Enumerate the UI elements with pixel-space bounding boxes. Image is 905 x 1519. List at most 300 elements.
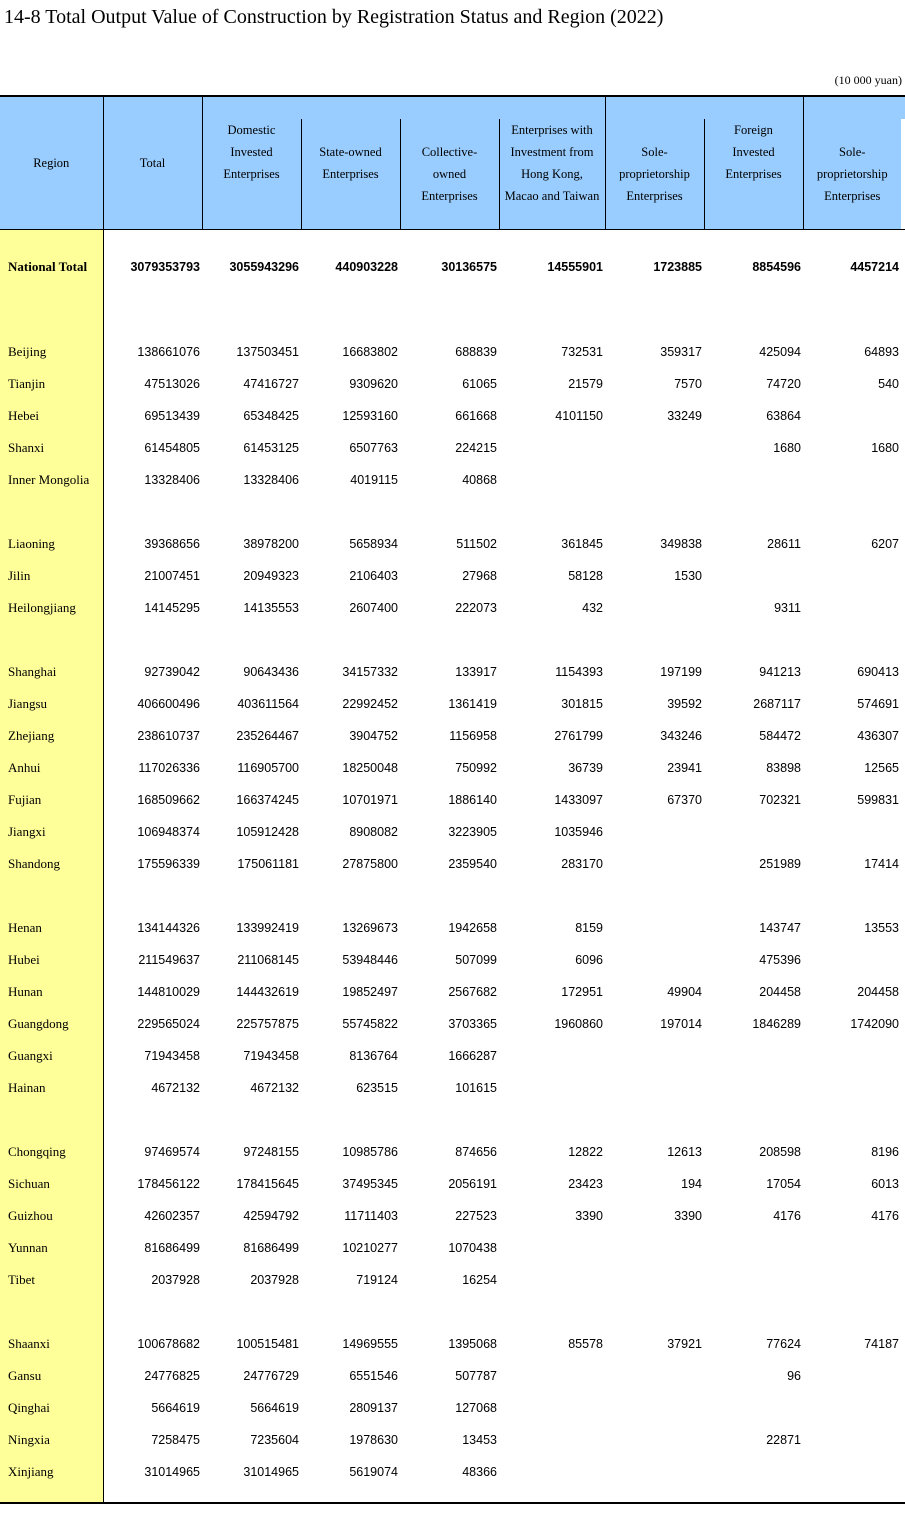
value-cell: 172951 [561,985,603,999]
value-cell: 4672132 [250,1081,299,1095]
region-name-cell: Hubei [0,944,103,976]
spacer-cell [400,304,499,336]
value-cell: 204458 [759,985,801,999]
value-cell: 204458 [857,985,899,999]
spacer-cell [301,880,400,912]
region-name-cell: Chongqing [0,1136,103,1168]
table-row [0,1424,905,1456]
spacer-cell [605,880,704,912]
value-cell: 63864 [766,409,801,423]
value-cell [803,1360,901,1392]
value-cell: 229565024 [137,1017,200,1031]
value-cell: 38978200 [243,537,299,551]
value-cell: 133917 [455,665,497,679]
value-cell: 251989 [759,857,801,871]
value-cell: 22992452 [342,697,398,711]
region-name-cell: Heilongjiang [0,592,103,624]
region-name-cell: Inner Mongolia [0,464,103,496]
value-cell [605,848,704,880]
page-title: 14-8 Total Output Value of Construction by Registration Status and Region (2022) [4,6,664,28]
header-collective-line-1: Collective- [421,145,478,159]
spacer-cell [0,1296,103,1328]
value-cell: 5658934 [349,537,398,551]
value-cell: 134144326 [137,921,200,935]
spacer-cell [704,1488,803,1503]
value-cell: 16683802 [342,345,398,359]
table-row [0,1392,905,1424]
value-cell: 690413 [857,665,899,679]
spacer-cell [301,304,400,336]
value-cell: 1723885 [653,260,702,274]
value-cell: 17054 [766,1177,801,1191]
value-cell: 1154393 [555,665,603,679]
value-cell: 194 [681,1177,702,1191]
value-cell: 34157332 [342,665,398,679]
header-group-hk-spacer [605,96,803,119]
value-cell: 116905700 [237,761,299,775]
value-cell: 224215 [455,441,497,455]
table-row [0,336,905,368]
value-cell: 83898 [766,761,801,775]
header-hk-sole-line-1: Sole- [641,145,668,159]
value-cell: 13269673 [342,921,398,935]
value-cell [803,1456,901,1488]
value-cell: 97469574 [144,1145,200,1159]
value-cell: 440903228 [335,260,398,274]
value-cell [605,1456,704,1488]
value-cell: 81686499 [243,1241,299,1255]
value-cell: 1978630 [349,1433,398,1447]
spacer-cell [103,880,202,912]
value-cell: 222073 [455,601,497,615]
value-cell: 105912428 [236,825,299,839]
value-cell [499,1232,605,1264]
header-state-owned-line-1: State-owned [319,145,382,159]
region-name-cell: Shandong [0,848,103,880]
spacer-cell [202,304,301,336]
value-cell: 197014 [660,1017,702,1031]
table-row [0,1360,905,1392]
table-row [0,1264,905,1296]
value-cell: 3079353793 [130,260,200,274]
value-cell: 403611564 [237,697,299,711]
value-cell: 719124 [356,1273,398,1287]
statistics-table [0,95,905,1504]
value-cell: 3390 [674,1209,702,1223]
value-cell: 144810029 [137,985,200,999]
table-row [0,368,905,400]
table-row [0,1008,905,1040]
value-cell: 283170 [561,857,603,871]
statistics-table-container [0,95,905,1504]
value-cell: 5619074 [349,1465,398,1479]
value-cell: 1942658 [448,921,497,935]
value-cell: 49904 [667,985,702,999]
table-row [0,848,905,880]
value-cell: 22871 [766,1433,801,1447]
header-foreign-sole-line-2: proprietorship [816,167,888,181]
value-cell: 2761799 [554,729,603,743]
spacer-cell [704,1296,803,1328]
value-cell: 18250048 [342,761,398,775]
value-cell: 13328406 [144,473,200,487]
table-row [0,528,905,560]
value-cell: 69513439 [144,409,200,423]
value-cell: 2359540 [448,857,497,871]
spacer-cell [499,304,605,336]
region-name-cell: Guangdong [0,1008,103,1040]
value-cell [704,1456,803,1488]
spacer-cell [605,624,704,656]
value-cell: 42594792 [243,1209,299,1223]
value-cell: 23423 [568,1177,603,1191]
value-cell: 61454805 [144,441,200,455]
value-cell: 197199 [660,665,702,679]
value-cell: 6207 [871,537,899,551]
value-cell: 227523 [455,1209,497,1223]
value-cell: 2809137 [349,1401,398,1415]
value-cell: 1395068 [448,1337,497,1351]
spacer-cell [704,880,803,912]
header-collective [400,119,499,230]
value-cell: 178415645 [236,1177,299,1191]
region-name-cell: Zhejiang [0,720,103,752]
spacer-cell [103,1104,202,1136]
value-cell: 211068145 [237,953,299,967]
header-state-owned [301,119,400,230]
value-cell: 574691 [857,697,899,711]
region-name-cell: Shanghai [0,656,103,688]
header-hk-sole-line-3: Enterprises [626,189,683,203]
region-name-cell: Gansu [0,1360,103,1392]
region-name-cell: Shanxi [0,432,103,464]
spacer-cell [400,1488,499,1503]
value-cell: 138661076 [137,345,200,359]
spacer-cell [103,496,202,528]
table-row [0,976,905,1008]
value-cell [605,1232,704,1264]
value-cell: 8908082 [349,825,398,839]
region-name-cell: Beijing [0,336,103,368]
spacer-cell [400,880,499,912]
value-cell [605,1072,704,1104]
value-cell [499,1264,605,1296]
value-cell: 301815 [561,697,603,711]
value-cell [704,1232,803,1264]
value-cell: 10210277 [342,1241,398,1255]
value-cell [605,944,704,976]
header-domestic-line-3: Enterprises [223,167,280,181]
header-foreign-sole-line-1: Sole- [839,145,866,159]
spacer-cell [103,304,202,336]
spacer-cell [103,1488,202,1503]
value-cell: 1070438 [448,1241,497,1255]
value-cell: 623515 [356,1081,398,1095]
value-cell: 4176 [871,1209,899,1223]
value-cell: 100678682 [137,1337,200,1351]
value-cell: 14135553 [243,601,299,615]
value-cell [803,1040,901,1072]
unit-label: (10 000 yuan) [834,73,902,87]
header-hk-line-4: Macao and Taiwan [504,189,600,203]
header-foreign [704,119,803,230]
region-name-cell: Jilin [0,560,103,592]
region-name-cell: Ningxia [0,1424,103,1456]
region-name-cell: Jiangxi [0,816,103,848]
value-cell: 6013 [871,1177,899,1191]
value-cell: 61065 [462,377,497,391]
value-cell [499,1360,605,1392]
value-cell: 71943458 [243,1049,299,1063]
table-row [0,1040,905,1072]
header-foreign-sole-line-3: Enterprises [824,189,881,203]
region-name-cell: Guizhou [0,1200,103,1232]
header-hk-sole-proprietorship [605,119,704,230]
table-row [0,1072,905,1104]
table-row [0,1168,905,1200]
value-cell: 584472 [759,729,801,743]
value-cell: 65348425 [243,409,299,423]
value-cell: 27875800 [342,857,398,871]
value-cell: 432 [582,601,603,615]
table-row [0,1328,905,1360]
value-cell: 507099 [455,953,497,967]
value-cell: 14555901 [547,260,603,274]
region-name-cell: Henan [0,912,103,944]
value-cell: 39592 [667,697,702,711]
value-cell: 106948374 [137,825,200,839]
table-row [0,784,905,816]
region-name-cell: Xinjiang [0,1456,103,1488]
region-name-cell: Hainan [0,1072,103,1104]
table-row [0,1136,905,1168]
value-cell: 166374245 [236,793,299,807]
table-row [0,560,905,592]
value-cell [605,1424,704,1456]
value-cell: 425094 [759,345,801,359]
value-cell: 688839 [455,345,497,359]
value-cell: 6507763 [349,441,398,455]
value-cell: 11711403 [344,1209,398,1223]
value-cell: 3223905 [448,825,497,839]
region-name-cell: National Total [0,230,103,305]
value-cell: 1156958 [449,729,497,743]
header-foreign-line-3: Enterprises [725,167,782,181]
spacer-row [0,1488,905,1503]
value-cell: 941213 [759,665,801,679]
value-cell: 4672132 [151,1081,200,1095]
value-cell: 1960860 [554,1017,603,1031]
spacer-row [0,1296,905,1328]
value-cell [803,1232,901,1264]
value-cell: 225757875 [236,1017,299,1031]
value-cell [605,1360,704,1392]
value-cell: 67370 [667,793,702,807]
value-cell: 19852497 [342,985,398,999]
value-cell [803,400,901,432]
value-cell [803,944,901,976]
value-cell [605,432,704,464]
header-collective-line-3: Enterprises [421,189,478,203]
value-cell: 92739042 [144,665,200,679]
value-cell: 47416727 [243,377,299,391]
spacer-cell [103,1296,202,1328]
value-cell: 1035946 [554,825,603,839]
value-cell: 343246 [660,729,702,743]
table-row [0,720,905,752]
value-cell: 3904752 [349,729,398,743]
value-cell [605,912,704,944]
table-row [0,944,905,976]
spacer-cell [202,496,301,528]
value-cell: 42602357 [144,1209,200,1223]
spacer-cell [803,1104,901,1136]
header-total: Total [103,96,202,230]
value-cell [803,1072,901,1104]
value-cell: 12565 [864,761,899,775]
value-cell: 2056191 [448,1177,497,1191]
value-cell: 23941 [667,761,702,775]
value-cell: 13453 [462,1433,497,1447]
header-domestic-line-1: Domestic [227,123,276,137]
value-cell: 2687117 [753,697,801,711]
value-cell: 21579 [568,377,603,391]
region-name-cell: Jiangsu [0,688,103,720]
region-name-cell: Anhui [0,752,103,784]
value-cell: 13328406 [243,473,299,487]
spacer-cell [499,624,605,656]
table-row [0,656,905,688]
value-cell: 74187 [864,1337,899,1351]
spacer-cell [803,1296,901,1328]
value-cell [704,1264,803,1296]
header-group-foreign-spacer [803,96,905,119]
value-cell [605,1392,704,1424]
value-cell: 599831 [857,793,899,807]
spacer-cell [400,1104,499,1136]
table-row [0,752,905,784]
value-cell: 1742090 [850,1017,899,1031]
value-cell: 5664619 [250,1401,299,1415]
value-cell: 6096 [575,953,603,967]
value-cell: 238610737 [137,729,200,743]
spacer-cell [499,1488,605,1503]
value-cell: 540 [878,377,899,391]
spacer-cell [0,624,103,656]
table-row [0,400,905,432]
value-cell: 361845 [561,537,603,551]
spacer-cell [103,624,202,656]
value-cell: 3703365 [448,1017,497,1031]
value-cell: 81686499 [144,1241,200,1255]
spacer-cell [202,1104,301,1136]
value-cell: 133992419 [236,921,299,935]
value-cell [499,1456,605,1488]
value-cell: 1530 [674,569,702,583]
value-cell: 1361419 [448,697,497,711]
spacer-cell [0,1488,103,1503]
value-cell [605,1264,704,1296]
value-cell: 359317 [660,345,702,359]
value-cell: 732531 [561,345,603,359]
table-row [0,816,905,848]
region-name-cell: Fujian [0,784,103,816]
value-cell: 97248155 [243,1145,299,1159]
value-cell: 8136764 [349,1049,398,1063]
spacer-cell [704,624,803,656]
value-cell: 8196 [871,1145,899,1159]
value-cell: 661668 [455,409,497,423]
value-cell: 175061181 [237,857,299,871]
value-cell: 507787 [455,1369,497,1383]
value-cell: 33249 [667,409,702,423]
value-cell: 349838 [660,537,702,551]
table-header [0,96,905,230]
value-cell: 48366 [462,1465,497,1479]
value-cell: 117026336 [138,761,200,775]
value-cell: 21007451 [144,569,200,583]
table-row [0,1200,905,1232]
header-hk-line-1: Enterprises with [511,123,593,137]
value-cell: 511502 [456,537,497,551]
value-cell [803,1424,901,1456]
value-cell: 1433097 [554,793,603,807]
national-total-row [0,230,905,305]
spacer-cell [400,1296,499,1328]
value-cell [499,1424,605,1456]
value-cell: 127068 [455,1401,497,1415]
region-name-cell: Liaoning [0,528,103,560]
value-cell: 96 [787,1369,801,1383]
value-cell: 143747 [759,921,801,935]
value-cell [803,1264,901,1296]
value-cell: 10701971 [342,793,398,807]
value-cell: 3390 [575,1209,603,1223]
spacer-row [0,304,905,336]
table-row [0,592,905,624]
header-hk-macao-taiwan [499,119,605,230]
value-cell: 12613 [667,1145,702,1159]
value-cell: 1680 [871,441,899,455]
value-cell: 53948446 [342,953,398,967]
header-foreign-line-1: Foreign [734,123,773,137]
table-row [0,432,905,464]
spacer-cell [704,1104,803,1136]
header-domestic-line-2: Invested [230,145,273,159]
value-cell: 90643436 [243,665,299,679]
value-cell: 475396 [759,953,801,967]
spacer-cell [301,1104,400,1136]
value-cell [704,1392,803,1424]
region-name-cell: Qinghai [0,1392,103,1424]
value-cell: 2106403 [349,569,398,583]
value-cell: 235264467 [236,729,299,743]
spacer-cell [400,496,499,528]
value-cell: 4101150 [555,409,603,423]
value-cell: 874656 [455,1145,497,1159]
header-hk-line-3: Hong Kong, [521,167,583,181]
spacer-cell [0,304,103,336]
table-row [0,1456,905,1488]
region-name-cell: Yunnan [0,1232,103,1264]
spacer-row [0,880,905,912]
header-group-domestic-spacer [202,96,605,119]
value-cell: 61453125 [243,441,299,455]
spacer-cell [0,496,103,528]
value-cell: 74720 [766,377,801,391]
value-cell [704,464,803,496]
value-cell: 37495345 [342,1177,398,1191]
